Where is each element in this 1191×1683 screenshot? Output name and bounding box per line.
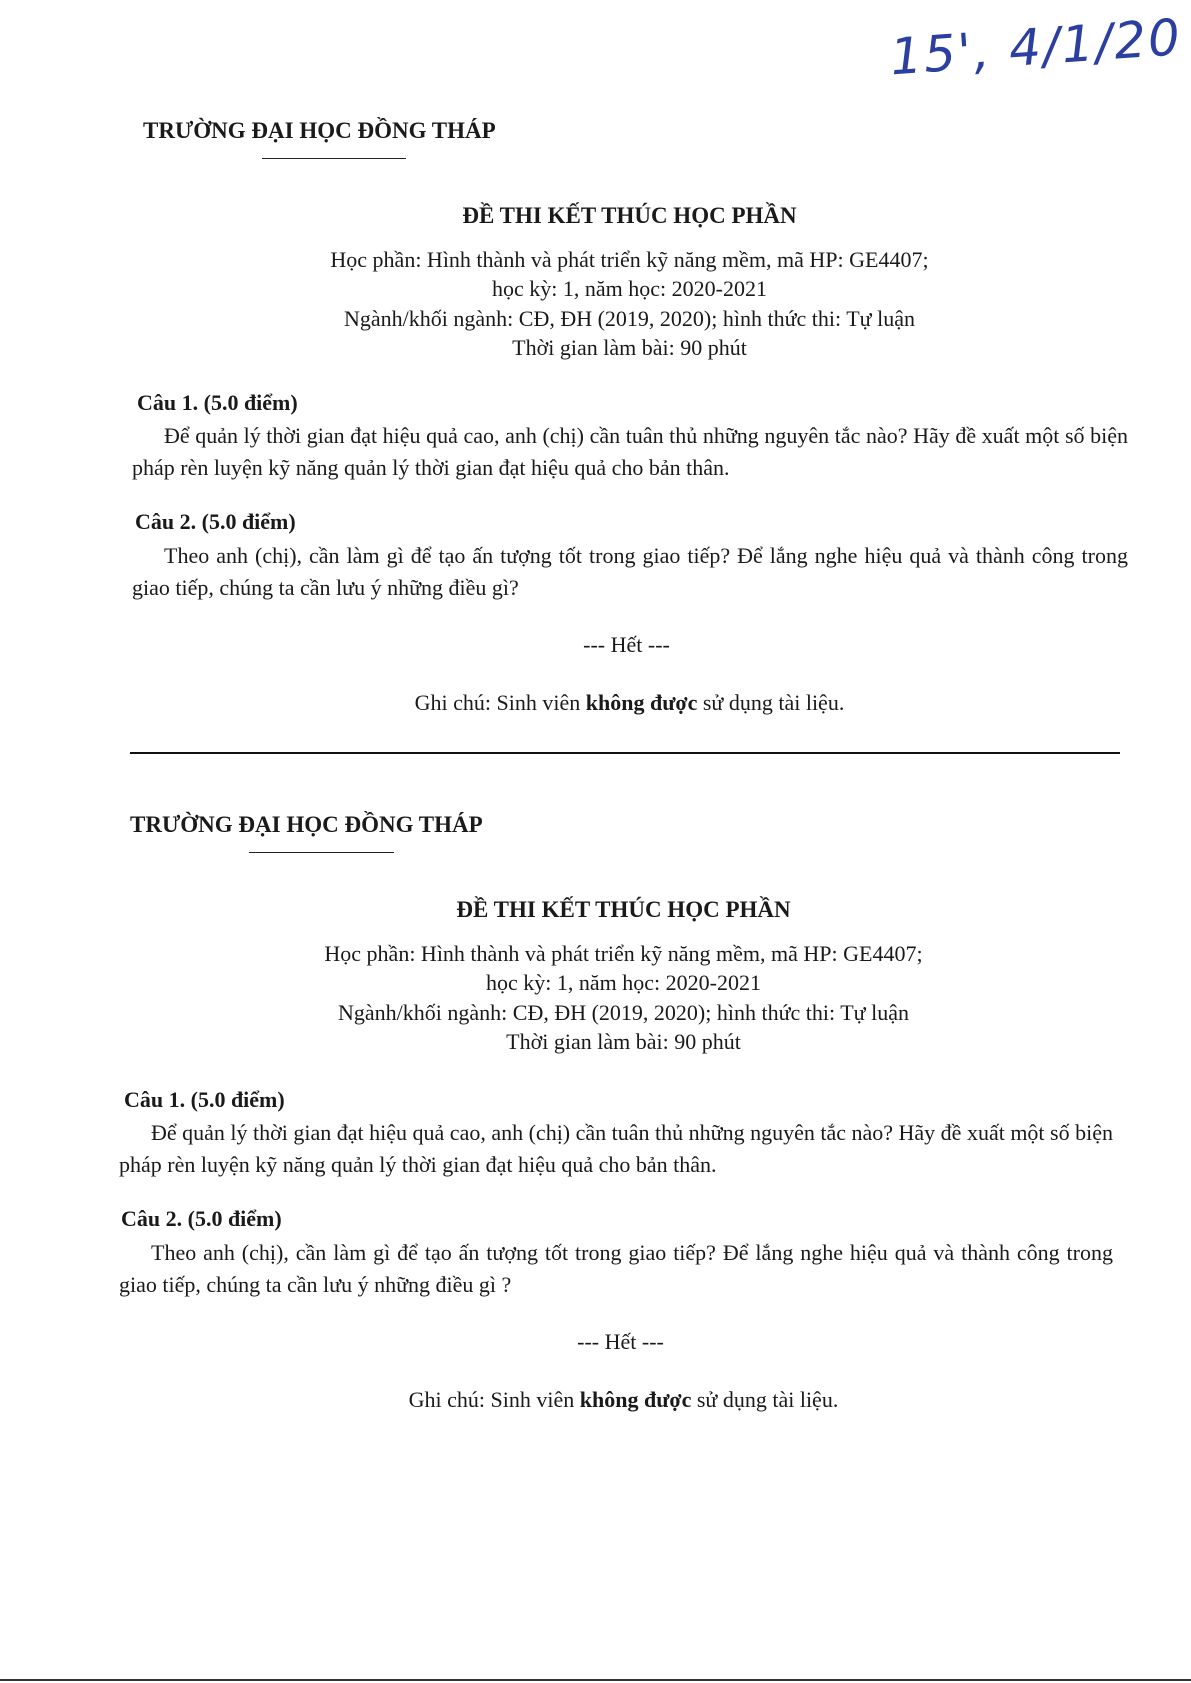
major-line: Ngành/khối ngành: CĐ, ĐH (2019, 2020); hình thức thi: Tự luận xyxy=(338,1000,909,1025)
exam-title: ĐỀ THI KẾT THÚC HỌC PHẦN xyxy=(462,203,797,228)
school-name: TRƯỜNG ĐẠI HỌC ĐỒNG THÁP xyxy=(130,812,483,837)
question-2-heading: Câu 2. (5.0 điểm) xyxy=(135,509,296,534)
note-emphasis: không được xyxy=(585,690,698,715)
end-marker: --- Hết --- xyxy=(583,632,670,657)
time-line: Thời gian làm bài: 90 phút xyxy=(512,335,747,360)
major-line: Ngành/khối ngành: CĐ, ĐH (2019, 2020); hình thức thi: Tự luận xyxy=(344,306,915,331)
note-prefix: Ghi chú: Sinh viên xyxy=(414,690,586,715)
question-1-text: Để quản lý thời gian đạt hiệu quả cao, anh (chị) cần tuân thủ những nguyên tắc nào? Hãy đề xuất một số biện pháp rèn luyện kỹ năng quản lý thời gian đạt hiệu quả cho bản thân. xyxy=(119,1120,1113,1177)
note-prefix: Ghi chú: Sinh viên xyxy=(408,1387,580,1412)
question-2-heading: Câu 2. (5.0 điểm) xyxy=(121,1206,282,1231)
question-2-text: Theo anh (chị), cần làm gì để tạo ấn tượng tốt trong giao tiếp? Để lắng nghe hiệu quả và thành công trong giao tiếp, chúng ta cần lưu ý những điều gì? xyxy=(132,543,1128,600)
school-name: TRƯỜNG ĐẠI HỌC ĐỒNG THÁP xyxy=(143,118,496,143)
note-suffix: sử dụng tài liệu. xyxy=(691,1387,839,1412)
school-underline xyxy=(249,852,394,853)
course-line: Học phần: Hình thành và phát triển kỹ năng mềm, mã HP: GE4407; xyxy=(324,941,923,966)
section-divider xyxy=(130,752,1120,754)
handwritten-note: 15', 4/1/20 xyxy=(888,8,1184,87)
exam-note xyxy=(0,1387,1191,1413)
end-marker: --- Hết --- xyxy=(577,1329,664,1354)
time-line: Thời gian làm bài: 90 phút xyxy=(506,1029,741,1054)
term-line: học kỳ: 1, năm học: 2020-2021 xyxy=(492,276,767,301)
question-1-heading: Câu 1. (5.0 điểm) xyxy=(124,1087,285,1112)
question-1-heading: Câu 1. (5.0 điểm) xyxy=(137,390,298,415)
note-emphasis: không được xyxy=(579,1387,692,1412)
question-2-text: Theo anh (chị), cần làm gì để tạo ấn tượng tốt trong giao tiếp? Để lắng nghe hiệu quả và thành công trong giao tiếp, chúng ta cần lưu ý những điều gì ? xyxy=(119,1240,1113,1297)
course-line: Học phần: Hình thành và phát triển kỹ năng mềm, mã HP: GE4407; xyxy=(330,247,929,272)
school-underline xyxy=(262,158,406,159)
note-suffix: sử dụng tài liệu. xyxy=(697,690,845,715)
question-1-text: Để quản lý thời gian đạt hiệu quả cao, anh (chị) cần tuân thủ những nguyên tắc nào? Hãy đề xuất một số biện pháp rèn luyện kỹ năng quản lý thời gian đạt hiệu quả cho bản thân. xyxy=(132,423,1128,480)
exam-title: ĐỀ THI KẾT THÚC HỌC PHẦN xyxy=(456,897,791,922)
term-line: học kỳ: 1, năm học: 2020-2021 xyxy=(486,970,761,995)
exam-note xyxy=(0,690,1191,716)
page-bottom-edge xyxy=(0,1679,1191,1681)
